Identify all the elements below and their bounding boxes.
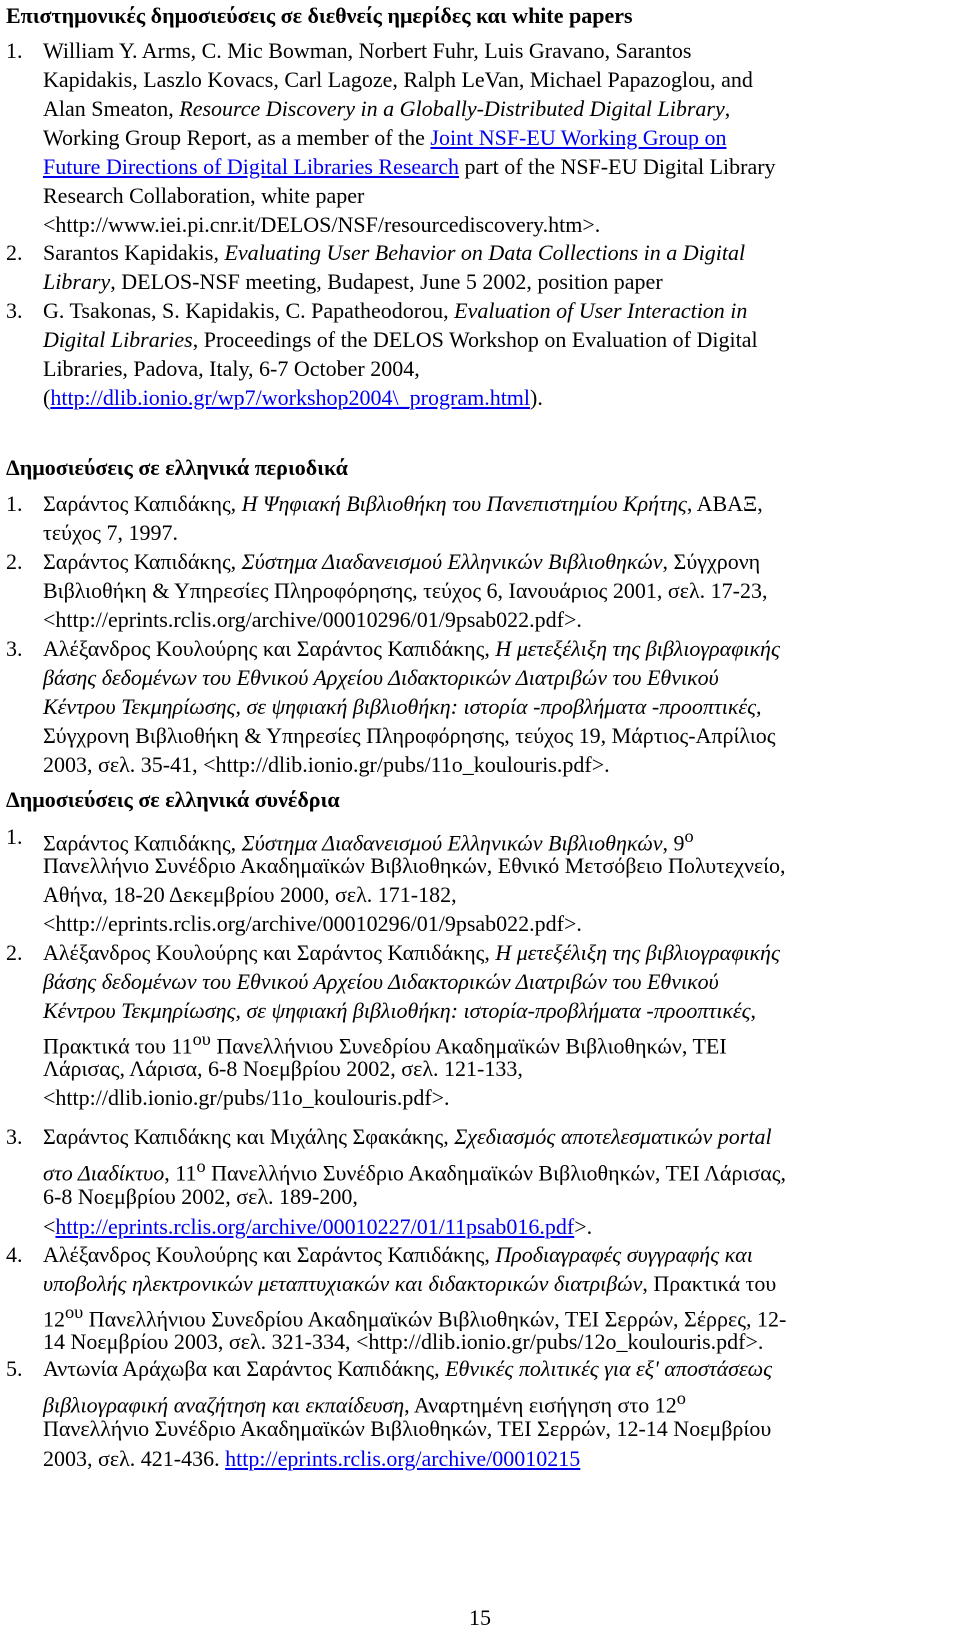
reference-text: Σαράντος Καπιδάκης, — [43, 491, 242, 516]
reference-text: <http://dlib.ionio.gr/pubs/11o_koulouris.pdf>. — [43, 1085, 450, 1110]
reference-text: , — [756, 694, 762, 719]
entry-line — [43, 1414, 940, 1444]
entry-line — [43, 967, 940, 996]
entry-line — [43, 822, 940, 856]
entry-number: 1. — [6, 491, 23, 516]
reference-text: Sarantos Kapidakis, — [43, 240, 225, 265]
reference-text: Πανελλήνιο Συνέδριο Ακαδημαϊκών Βιβλιοθηκών, ΤΕΙ Λάρισας, — [205, 1160, 786, 1186]
entry-line — [43, 721, 940, 750]
publication-title: Η Ψηφιακή Βιβλιοθήκη του Πανεπιστημίου Κρήτης — [241, 491, 687, 516]
entry-text — [43, 489, 940, 547]
entry-line — [43, 1212, 940, 1242]
entry-text — [43, 547, 940, 634]
ordinal-superscript: ο — [676, 1388, 686, 1408]
entry-number: 3. — [6, 298, 23, 323]
publication-title: Η μετεξέλιξη της βιβλιογραφικής — [495, 940, 780, 965]
reference-text: Πανελλήνιο Συνέδριο Ακαδημαϊκών Βιβλιοθηκών, ΤΕΙ Σερρών, 12-14 Νοεμβρίου — [43, 1416, 772, 1441]
publication-title: Η μετεξέλιξη της βιβλιογραφικής — [495, 636, 780, 661]
reference-text: Αντωνία Αράχωβα και Σαράντος Καπιδάκης, — [43, 1356, 446, 1381]
reference-link[interactable]: http://eprints.rclis.org/archive/00010227/01/11psab016.pdf — [55, 1214, 575, 1239]
reference-text: τεύχος 7, 1997. — [43, 520, 178, 545]
entry-line — [43, 65, 940, 94]
entry-line — [43, 1182, 940, 1212]
reference-text: Alan Smeaton, — [43, 96, 180, 121]
entry-number: 5. — [6, 1356, 23, 1381]
entry-text — [43, 36, 940, 239]
reference-text: Βιβλιοθήκη & Υπηρεσίες Πληροφόρησης, τεύχος 6, Ιανουάριος 2001, σελ. 17-23, — [43, 578, 768, 603]
publication-title: Εθνικές πολιτικές για εξ' αποστάσεως — [445, 1356, 773, 1381]
entry-line — [43, 692, 940, 721]
entry-line — [43, 354, 940, 383]
ordinal-superscript: ου — [192, 1029, 211, 1049]
entry-line — [43, 750, 940, 779]
entry-line — [43, 1083, 940, 1112]
section-heading-greek-journals: Δημοσιεύσεις σε ελληνικά περιοδικά — [6, 455, 348, 480]
entry-number: 2. — [6, 940, 23, 965]
reference-text: , 11 — [164, 1160, 197, 1186]
reference-text: , 9 — [662, 830, 685, 856]
reference-text: Αλέξανδρος Κουλούρης και Σαράντος Καπιδάκης, — [43, 636, 496, 661]
reference-link[interactable]: http://dlib.ionio.gr/wp7/workshop2004\_program.html — [50, 385, 531, 410]
entry-text — [43, 1122, 940, 1242]
reference-text: Λάρισας, Λάρισα, 6-8 Νοεμβρίου 2002, σελ. 121-133, — [43, 1056, 523, 1081]
entry-line — [43, 325, 940, 354]
reference-text: , Πρακτικά του — [642, 1271, 777, 1296]
reference-text: part of the NSF-EU Digital Library — [459, 154, 776, 179]
entry-line — [43, 909, 940, 938]
reference-link[interactable]: Future Directions of Digital Libraries Research — [43, 154, 460, 179]
entry-line — [43, 547, 940, 576]
reference-text: 14 Νοεμβρίου 2003, σελ. 321-334, <http://dlib.ionio.gr/pubs/12o_koulouris.pdf>. — [43, 1329, 764, 1354]
entry-line — [43, 152, 940, 181]
entry-line — [43, 663, 940, 692]
entry-number: 3. — [6, 1124, 23, 1149]
reference-text: 2003, σελ. 35-41, <http://dlib.ionio.gr/pubs/11o_koulouris.pdf>. — [43, 752, 610, 777]
entry-line — [43, 851, 940, 880]
entry-line — [43, 938, 940, 967]
entry-line — [43, 238, 940, 267]
reference-text: ( — [43, 385, 51, 410]
reference-text: G. Tsakonas, S. Kapidakis, C. Papatheodorou, — [43, 298, 455, 323]
entry-line — [43, 210, 940, 239]
entry-number: 3. — [6, 636, 23, 661]
reference-text: , Σύγχρονη — [662, 549, 761, 574]
publication-title: Digital Libraries — [43, 327, 193, 352]
entry-line — [43, 383, 940, 412]
reference-text: Working Group Report, as a member of the — [43, 125, 431, 150]
entry-line — [43, 996, 940, 1025]
reference-text: Πανελλήνιο Συνέδριο Ακαδημαϊκών Βιβλιοθηκών, Εθνικό Μετσόβειο Πολυτεχνείο, — [43, 853, 786, 878]
publication-title: Κέντρου Τεκμηρίωσης, σε ψηφιακή βιβλιοθήκη: ιστορία-προβλήματα -προοπτικές — [43, 998, 751, 1023]
reference-link[interactable]: http://eprints.rclis.org/archive/00010215 — [225, 1446, 581, 1471]
reference-text: <http://www.iei.pi.cnr.it/DELOS/NSF/resourcediscovery.htm>. — [43, 212, 601, 237]
entry-line — [43, 880, 940, 909]
entry-text — [43, 634, 940, 779]
entry-line — [43, 605, 940, 634]
publication-title: Library — [43, 269, 111, 294]
reference-text: Πανελλήνιου Συνεδρίου Ακαδημαϊκών Βιβλιοθηκών, ΤΕΙ — [210, 1033, 727, 1059]
reference-text: 12 — [43, 1306, 65, 1332]
reference-text: 2003, σελ. 421-436. — [43, 1446, 226, 1471]
entry-line — [43, 267, 940, 296]
publication-title: Προδιαγραφές συγγραφής και — [495, 1242, 753, 1267]
reference-text: Πρακτικά του 11 — [43, 1033, 193, 1059]
entry-line — [43, 576, 940, 605]
entry-line — [43, 36, 940, 65]
reference-text: < — [43, 1214, 56, 1239]
reference-text: 6-8 Νοεμβρίου 2002, σελ. 189-200, — [43, 1184, 358, 1209]
publication-title: Σύστημα Διαδανεισμού Ελληνικών Βιβλιοθηκών — [241, 830, 663, 856]
entry-line — [43, 94, 940, 123]
publication-title: Evaluation of User Interaction in — [454, 298, 748, 323]
entry-text — [43, 822, 940, 938]
section-heading-greek-conferences: Δημοσιεύσεις σε ελληνικά συνέδρια — [6, 787, 340, 812]
reference-text: , Proceedings of the DELOS Workshop on Evaluation of Digital — [192, 327, 758, 352]
ordinal-superscript: ου — [65, 1302, 84, 1322]
entry-line — [43, 1152, 940, 1186]
entry-line — [43, 123, 940, 152]
entry-text — [43, 296, 940, 412]
section-heading-international: Επιστημονικές δημοσιεύσεις σε διεθνείς ημερίδες και white papers — [6, 3, 633, 28]
reference-link[interactable]: Joint NSF-EU Working Group on — [430, 125, 727, 150]
reference-text: , ΑΒΑΞ, — [686, 491, 763, 516]
reference-text: , DELOS-NSF meeting, Budapest, June 5 2002, position paper — [110, 269, 663, 294]
page-number: 15 — [469, 1605, 491, 1630]
reference-text: ). — [530, 385, 543, 410]
reference-text: Σαράντος Καπιδάκης, — [43, 830, 242, 856]
entry-text — [43, 1240, 940, 1356]
entry-line — [43, 489, 940, 518]
reference-text: <http://eprints.rclis.org/archive/00010296/01/9psab022.pdf>. — [43, 911, 582, 936]
entry-line — [43, 1269, 940, 1298]
entry-line — [43, 1025, 940, 1059]
entry-line — [43, 634, 940, 663]
entry-line — [43, 1327, 940, 1356]
reference-text: Σαράντος Καπιδάκης, — [43, 549, 242, 574]
publication-title: Evaluating User Behavior on Data Collections in a Digital — [224, 240, 746, 265]
entry-number: 2. — [6, 549, 23, 574]
entry-line — [43, 1240, 940, 1269]
entry-line — [43, 181, 940, 210]
publication-title: Σχεδιασμός αποτελεσματικών portal — [454, 1124, 772, 1149]
entry-line — [43, 1444, 940, 1474]
publication-title: Σύστημα Διαδανεισμού Ελληνικών Βιβλιοθηκών — [241, 549, 663, 574]
reference-text: <http://eprints.rclis.org/archive/00010296/01/9psab022.pdf>. — [43, 607, 582, 632]
entry-line — [43, 1054, 940, 1083]
entry-line — [43, 1298, 940, 1332]
publication-title: βάσης δεδομένων του Εθνικού Αρχείου Διδακτορικών Διατριβών του Εθνικού — [43, 969, 719, 994]
entry-number: 1. — [6, 38, 23, 63]
entry-text — [43, 1354, 940, 1474]
publication-title: Resource Discovery in a Globally-Distributed Digital Library — [179, 96, 725, 121]
entry-text — [43, 238, 940, 296]
publication-title: στο Διαδίκτυο — [43, 1160, 165, 1186]
ordinal-superscript: ο — [196, 1156, 206, 1176]
reference-text: Libraries, Padova, Italy, 6-7 October 2004, — [43, 356, 420, 381]
entry-line — [43, 518, 940, 547]
entry-line — [43, 1122, 940, 1152]
publication-title: βιβλιογραφική αναζήτηση και εκπαίδευση — [43, 1392, 405, 1418]
reference-text: Αλέξανδρος Κουλούρης και Σαράντος Καπιδάκης, — [43, 1242, 496, 1267]
reference-text: , Αναρτημένη εισήγηση στο 12 — [404, 1392, 677, 1418]
reference-text: >. — [574, 1214, 593, 1239]
reference-text: Kapidakis, Laszlo Kovacs, Carl Lagoze, Ralph LeVan, Michael Papazoglou, and — [43, 67, 753, 92]
entry-text — [43, 938, 940, 1112]
entry-number: 2. — [6, 240, 23, 265]
entry-line — [43, 1384, 940, 1418]
entry-line — [43, 1354, 940, 1384]
reference-text: , — [724, 96, 731, 121]
reference-text: Πανελλήνιου Συνεδρίου Ακαδημαϊκών Βιβλιοθηκών, ΤΕΙ Σερρών, Σέρρες, 12- — [83, 1306, 787, 1332]
reference-text: Σύγχρονη Βιβλιοθήκη & Υπηρεσίες Πληροφόρησης, τεύχος 19, Μάρτιος-Απρίλιος — [43, 723, 776, 748]
reference-text: Σαράντος Καπιδάκης και Μιχάλης Σφακάκης, — [43, 1124, 455, 1149]
publication-title: Κέντρου Τεκμηρίωσης, σε ψηφιακή βιβλιοθήκη: ιστορία -προβλήματα -προοπτικές — [43, 694, 756, 719]
entry-line — [43, 296, 940, 325]
reference-text: Αλέξανδρος Κουλούρης και Σαράντος Καπιδάκης, — [43, 940, 496, 965]
publication-title: βάσης δεδομένων του Εθνικού Αρχείου Διδακτορικών Διατριβών του Εθνικού — [43, 665, 719, 690]
entry-number: 1. — [6, 824, 23, 849]
reference-text: Αθήνα, 18-20 Δεκεμβρίου 2000, σελ. 171-182, — [43, 882, 457, 907]
publication-title: υποβολής ηλεκτρονικών μεταπτυχιακών και διδακτορικών διατριβών — [43, 1271, 643, 1296]
reference-text: Research Collaboration, white paper — [43, 183, 365, 208]
entry-number: 4. — [6, 1242, 23, 1267]
reference-text: William Y. Arms, C. Mic Bowman, Norbert Fuhr, Luis Gravano, Sarantos — [43, 38, 692, 63]
ordinal-superscript: ο — [684, 826, 694, 846]
reference-text: , — [750, 998, 756, 1023]
